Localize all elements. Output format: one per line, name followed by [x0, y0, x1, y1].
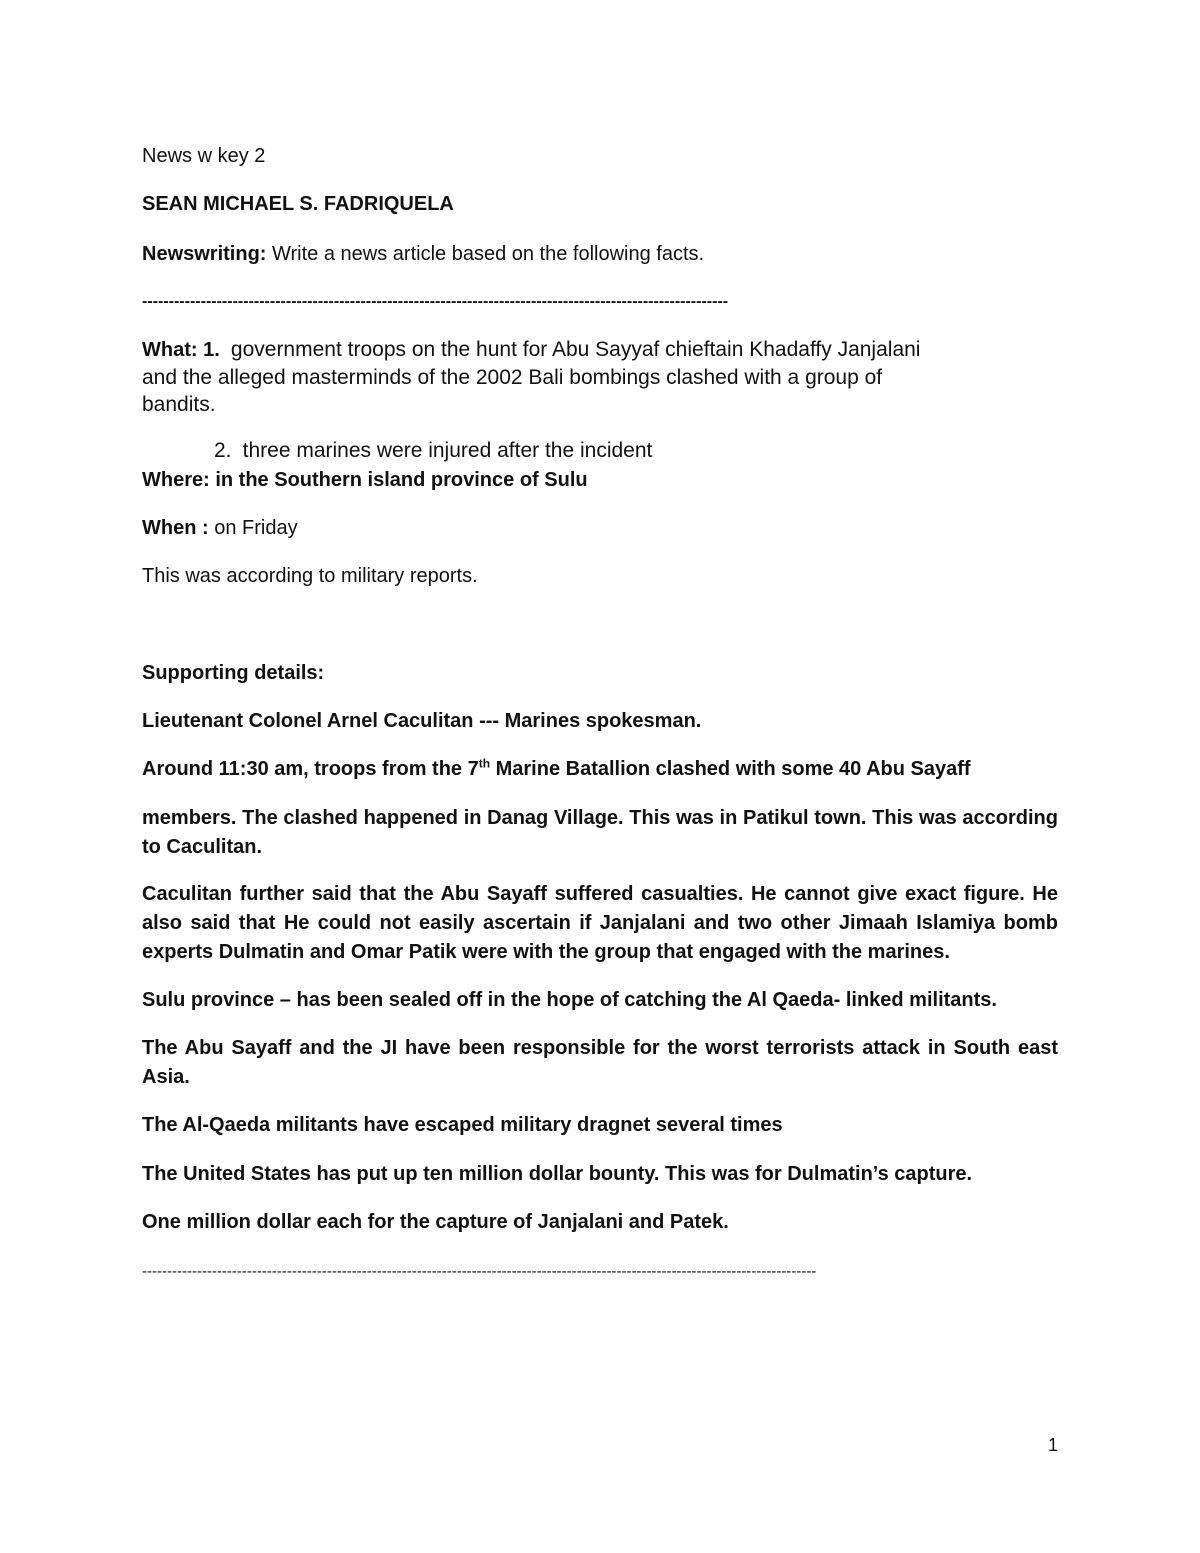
supporting-p4: Caculitan further said that the Abu Sayaff suffered casualties. He cannot give exact figure. He also said that He could not easily ascertain if Janjalani and two other Jimaah Islamiya bomb experts Dulmatin and Omar Patik were with the group that engaged with the marines. [142, 883, 1058, 963]
when-text: on Friday [208, 517, 298, 539]
where-text: in the Southern island province of Sulu [215, 469, 588, 491]
what-item1-text-line3: bandits. [142, 393, 216, 416]
what-item2-number: 2. [214, 439, 232, 462]
author-name: SEAN MICHAEL S. FADRIQUELA [142, 193, 454, 215]
supporting-p2-before: Around 11:30 am, troops from the 7 [142, 758, 479, 780]
source-note: This was according to military reports. [142, 565, 478, 587]
supporting-heading: Supporting details: [142, 662, 325, 684]
what-item2-text: three marines were injured after the incident [242, 439, 653, 462]
divider-bottom: --------------------------------------------------------------------------------------------------------------------------------------- [142, 1263, 817, 1280]
supporting-p8: The United States has put up ten million dollar bounty. This was for Dulmatin’s capture. [142, 1163, 973, 1185]
divider-top: -------------------------------------------------------------------------------------------------------------- [142, 293, 729, 310]
instruction [142, 240, 704, 268]
doc-label: News w key 2 [142, 145, 266, 167]
supporting-p9: One million dollar each for the capture of Janjalani and Patek. [142, 1211, 729, 1233]
instruction-text: Write a news article based on the following facts. [266, 243, 705, 265]
supporting-p7: The Al-Qaeda militants have escaped military dragnet several times [142, 1114, 783, 1136]
supporting-p5: Sulu province – has been sealed off in the hope of catching the Al Qaeda- linked militants. [142, 989, 997, 1011]
what-label: What: [142, 339, 204, 361]
what-item1-number: 1. [203, 339, 220, 361]
where-label: Where: [142, 469, 216, 491]
supporting-p1: Lieutenant Colonel Arnel Caculitan --- Marines spokesman. [142, 710, 702, 732]
what-item2 [214, 437, 652, 465]
supporting-p2 [142, 755, 971, 783]
when-line [142, 514, 298, 542]
instruction-label: Newswriting: [142, 243, 267, 265]
supporting-p6: The Abu Sayaff and the JI have been responsible for the worst terrorists attack in South east Asia. [142, 1037, 1058, 1088]
what-line-1 [142, 336, 920, 364]
when-label: When : [142, 517, 209, 539]
supporting-p2-sup: th [478, 756, 491, 771]
where-line [142, 466, 588, 494]
page-number: 1 [1047, 1435, 1058, 1455]
supporting-p3: members. The clashed happened in Danag Village. This was in Patikul town. This was according to Caculitan. [142, 807, 1058, 858]
what-item1-text-line2: and the alleged masterminds of the 2002 Bali bombings clashed with a group of [142, 366, 883, 389]
what-item1-text-line1: government troops on the hunt for Abu Sayyaf chieftain Khadaffy Janjalani [230, 338, 921, 361]
supporting-p2-after: Marine Batallion clashed with some 40 Abu Sayaff [490, 758, 971, 780]
